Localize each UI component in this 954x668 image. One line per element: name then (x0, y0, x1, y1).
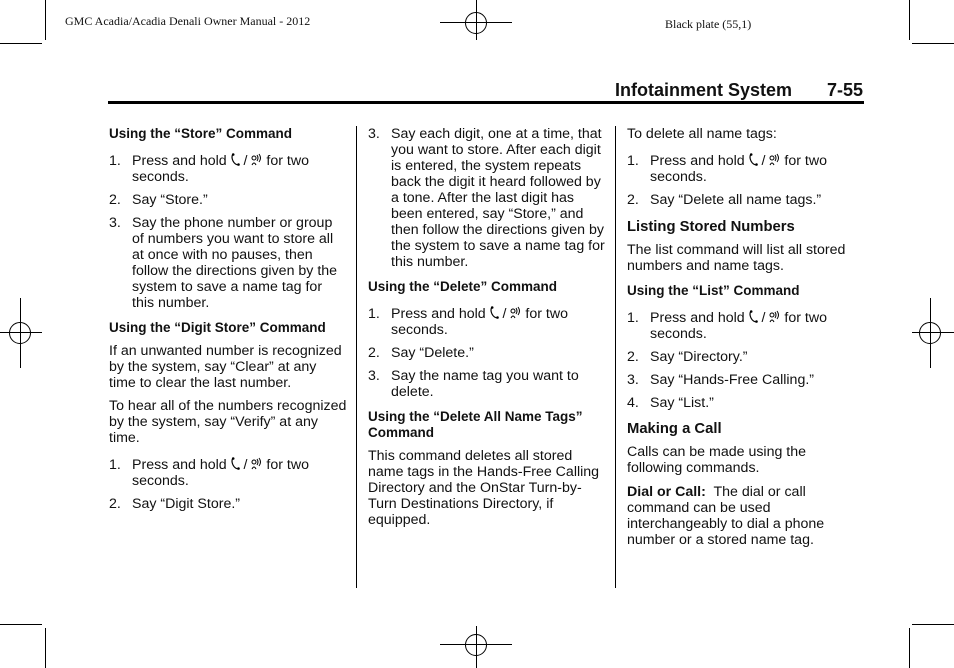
list-item (109, 153, 347, 185)
paragraph: To delete all name tags: (627, 126, 777, 142)
list-item (627, 192, 863, 208)
paragraph: To hear all of the numbers recognized by the system, say “Verify” at any time. (109, 398, 347, 446)
step-text: for two seconds. (650, 153, 827, 185)
voice-icon (769, 310, 780, 326)
step-text: Press and hold (391, 306, 490, 322)
crop-mark (0, 43, 42, 44)
step-number: 1. (627, 153, 639, 169)
crop-mark (912, 43, 954, 44)
crop-mark (45, 628, 46, 668)
separator: / (243, 457, 248, 473)
paragraph: The list command will list all stored numbers and name tags. (627, 242, 846, 274)
crop-mark (909, 628, 910, 668)
heading-listing: Listing Stored Numbers (627, 219, 795, 235)
phone-icon (231, 153, 240, 169)
step-text: Say each digit, one at a time, that you want to store. After each digit is entered, the system repeats back the digit it heard followed by a tone. After the last digit has been entered, say “Store,” and then follow the directions given by the system to save a name tag for this number. (391, 126, 605, 270)
step-text: Say the name tag you want to delete. (391, 368, 579, 400)
voice-icon (251, 457, 262, 473)
crop-mark (0, 624, 42, 625)
step-number: 2. (627, 192, 639, 208)
separator: / (502, 306, 507, 322)
list-item (627, 395, 863, 411)
page-number: 7-55 (826, 80, 863, 100)
term-label: Dial or Call: (627, 484, 706, 500)
step-text: for two seconds. (391, 306, 568, 338)
list-item (627, 310, 863, 342)
list-item (109, 215, 347, 311)
step-number: 4. (627, 395, 639, 411)
paragraph: If an unwanted number is recognized by the system, say “Clear” at any time to clear the last number. (109, 343, 342, 391)
list-item (109, 457, 347, 489)
paragraph-dial (627, 484, 863, 548)
section-title: Infotainment System (615, 80, 793, 100)
step-number: 1. (109, 457, 121, 473)
step-number: 2. (627, 349, 639, 365)
step-text: for two seconds. (650, 310, 827, 342)
manual-title: GMC Acadia/Acadia Denali Owner Manual - 2012 (65, 14, 311, 28)
plate-label: Black plate (55,1) (665, 17, 752, 31)
subheading-list: Using the “List” Command (627, 283, 800, 298)
step-text: Say the phone number or group of numbers you want to store all at once with no pauses, then follow the directions given by the system to save a name tag for this number. (132, 215, 338, 311)
step-text: Say “Hands-Free Calling.” (650, 372, 815, 388)
phone-icon (231, 457, 240, 473)
step-number: 2. (109, 192, 121, 208)
subheading-delete: Using the “Delete” Command (368, 279, 558, 294)
step-text: Say “Delete.” (391, 345, 474, 361)
step-text: Say “Directory.” (650, 349, 748, 365)
step-text: Say “Store.” (132, 192, 208, 208)
list-item (368, 368, 608, 400)
step-number: 2. (109, 496, 121, 512)
step-number: 1. (109, 153, 121, 169)
step-number: 3. (368, 126, 380, 142)
subheading-store: Using the “Store” Command (109, 126, 293, 141)
column-divider (615, 126, 616, 588)
phone-icon (490, 306, 499, 322)
section-header (615, 80, 863, 101)
column-3 (627, 126, 863, 556)
header-rule (108, 101, 864, 104)
list-item (368, 126, 608, 270)
crop-mark (45, 0, 46, 40)
separator: / (243, 153, 248, 169)
step-text: Say “Digit Store.” (132, 496, 241, 512)
step-number: 1. (627, 310, 639, 326)
step-text: Press and hold (650, 153, 749, 169)
step-number: 1. (368, 306, 380, 322)
step-text: Press and hold (650, 310, 749, 326)
crop-mark (909, 0, 910, 40)
step-number: 3. (627, 372, 639, 388)
paragraph: This command deletes all stored name tags in the Hands-Free Calling Directory and the OnStar Turn-by-Turn Destinations Directory, if equipped. (368, 448, 600, 528)
step-text: Say “List.” (650, 395, 714, 411)
step-text: Say “Delete all name tags.” (650, 192, 822, 208)
subheading-digit-store: Using the “Digit Store” Command (109, 320, 326, 335)
step-text: for two seconds. (132, 153, 309, 185)
step-text: Press and hold (132, 153, 231, 169)
list-item (368, 345, 608, 361)
paragraph: Calls can be made using the following commands. (627, 444, 807, 476)
column-2 (368, 126, 608, 536)
step-text: for two seconds. (132, 457, 309, 489)
list-item (627, 349, 863, 365)
subheading-delete-all: Using the “Delete All Name Tags” Command (368, 409, 583, 440)
voice-icon (510, 306, 521, 322)
column-1 (109, 126, 347, 519)
heading-making-call: Making a Call (627, 421, 722, 437)
step-number: 3. (109, 215, 121, 231)
list-item (627, 372, 863, 388)
crop-mark (912, 624, 954, 625)
phone-icon (749, 310, 758, 326)
phone-icon (749, 153, 758, 169)
voice-icon (769, 153, 780, 169)
list-item (109, 496, 347, 512)
step-text: Press and hold (132, 457, 231, 473)
list-item (109, 192, 347, 208)
separator: / (761, 310, 766, 326)
list-item (368, 306, 608, 338)
step-number: 3. (368, 368, 380, 384)
step-number: 2. (368, 345, 380, 361)
list-item (627, 153, 863, 185)
voice-icon (251, 153, 262, 169)
term-text: The dial or call command can be used interchangeably to dial a phone number or a stored name tag. (627, 484, 825, 548)
column-divider (356, 126, 357, 588)
separator: / (761, 153, 766, 169)
